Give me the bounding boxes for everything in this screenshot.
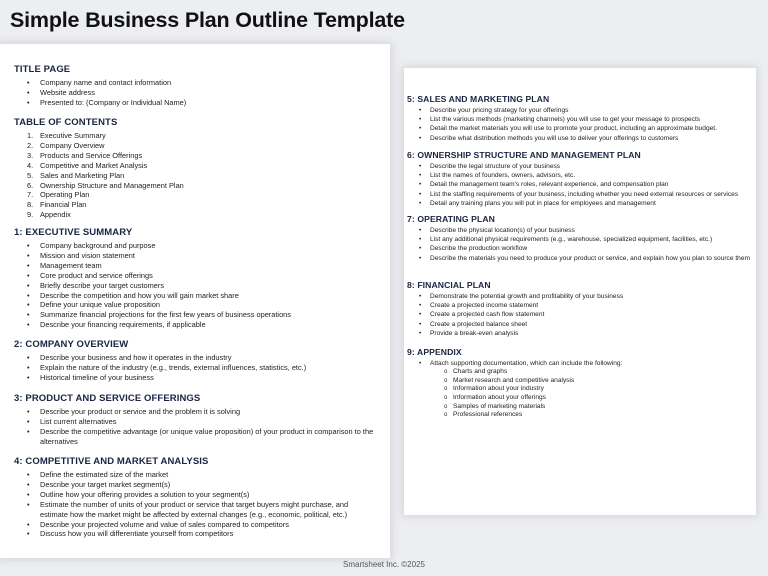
list-item: • Describe the legal structure of your business: [419, 163, 561, 170]
list-item: • Website address: [27, 87, 95, 97]
list-item: • Historical timeline of your business: [27, 372, 154, 382]
appendix-section: [407, 347, 752, 420]
sub-list-item: o Charts and graphs: [444, 368, 508, 376]
list-item: • Describe your pricing strategy for your offerings: [419, 107, 569, 114]
section-heading: TABLE OF CONTENTS: [14, 117, 118, 128]
toc-item: 2. Company Overview: [27, 140, 105, 150]
toc-item: 1. Executive Summary: [27, 131, 106, 140]
title-page-section: [14, 64, 186, 108]
list-item: • Company background and purpose: [27, 241, 156, 250]
list-item: • Describe the physical location(s) of your business: [419, 227, 575, 234]
toc-item: 7. Operating Plan: [27, 190, 90, 200]
ownership-section: [407, 150, 752, 208]
section-heading: 4: COMPETITIVE AND MARKET ANALYSIS: [14, 456, 209, 467]
list-item: • Create a projected balance sheet: [419, 320, 528, 328]
sub-list-item: o Professional references: [444, 411, 523, 419]
section-heading: TITLE PAGE: [14, 64, 71, 75]
products-section: [14, 393, 376, 447]
sub-list-item: o Market research and competitive analysis: [444, 376, 575, 384]
list-item: • Attach supporting documentation, which can include the following:: [419, 360, 623, 367]
list-item: • Describe the production workflow: [419, 245, 528, 253]
list-item: • Describe your business and how it operates in the industry: [27, 353, 232, 362]
section-heading: 1: EXECUTIVE SUMMARY: [14, 227, 133, 238]
section-heading: 2: COMPANY OVERVIEW: [14, 339, 129, 350]
list-item: • Provide a break-even analysis: [419, 329, 519, 337]
toc-item: 8. Financial Plan: [27, 200, 87, 210]
toc-item: 9. Appendix: [27, 210, 71, 220]
list-item: • Create a projected cash flow statement: [419, 311, 545, 319]
list-item: • Discuss how you will differentiate yourself from competitors: [27, 529, 234, 539]
list-item: • List the staffing requirements of your business, including whether you need external resources or services: [419, 190, 739, 198]
market-analysis-section: [14, 456, 376, 539]
list-item: • Briefly describe your target customers: [27, 280, 165, 290]
list-item: • Create a projected income statement: [419, 302, 539, 310]
list-item: • Detail any training plans you will put in place for employees and management: [419, 199, 656, 207]
list-item: • List current alternatives: [27, 416, 117, 426]
list-item: • Define the estimated size of the market: [27, 470, 169, 479]
list-item: • Company name and contact information: [27, 78, 172, 87]
list-item: • Describe what distribution methods you will use to deliver your offerings to customers: [419, 134, 679, 142]
list-item: • Describe the competition and how you will gain market share: [27, 290, 239, 300]
sub-list-item: o Samples of marketing materials: [444, 402, 546, 410]
section-heading: 6: OWNERSHIP STRUCTURE AND MANAGEMENT PLAN: [407, 150, 641, 160]
left-page: [0, 44, 390, 558]
list-item: • Management team: [27, 260, 102, 270]
section-heading: 9: APPENDIX: [407, 347, 462, 357]
right-page: [404, 68, 756, 515]
toc-item: 6. Ownership Structure and Management Plan: [27, 180, 184, 190]
list-item: • List the various methods (marketing channels) you will use to get your message to prospects: [419, 116, 701, 124]
section-heading: 3: PRODUCT AND SERVICE OFFERINGS: [14, 393, 201, 404]
section-heading: 7: OPERATING PLAN: [407, 214, 495, 224]
sub-list-item: o Information about your industry: [444, 385, 544, 393]
sub-list-item: o Information about your offerings: [444, 393, 546, 401]
list-item: • List any additional physical requirements (e.g., warehouse, specialized equipment, facilities, etc.): [419, 236, 713, 244]
list-item: • Describe your projected volume and value of sales compared to competitors: [27, 519, 289, 529]
list-item: • Outline how your offering provides a solution to your segment(s): [27, 489, 250, 499]
section-heading: 5: SALES AND MARKETING PLAN: [407, 94, 550, 104]
list-item: • Describe your target market segment(s): [27, 479, 171, 489]
toc-item: 3. Products and Service Offerings: [27, 150, 143, 160]
toc-item: 4. Competitive and Market Analysis: [27, 160, 148, 170]
toc-section: [14, 117, 184, 220]
section-heading: 8: FINANCIAL PLAN: [407, 280, 491, 290]
company-overview-section: [14, 339, 306, 383]
list-item: • Detail the market materials you will use to promote your product, including an approximate budget.: [419, 125, 717, 133]
list-item: • Demonstrate the potential growth and profitability of your business: [419, 293, 624, 300]
list-item: • Estimate the number of units of your product or service that target buyers might purchase, and estimate how the market might be affected by external changes (e.g., economic, political, etc.): [27, 499, 349, 519]
list-item: • Explain the nature of the industry (e.g., trends, external influences, statistics, etc.): [27, 362, 307, 372]
footer-copyright: Smartsheet Inc. ©2025: [343, 560, 425, 569]
list-item: • Summarize financial projections for the first few years of business operations: [27, 310, 291, 320]
list-item: • Describe your financing requirements, if applicable: [27, 320, 206, 330]
toc-item: 5. Sales and Marketing Plan: [27, 170, 125, 180]
executive-summary-section: [14, 227, 291, 330]
sales-marketing-section: [407, 94, 752, 143]
list-item: • Describe the competitive advantage (or unique value proposition) of your product in comparison to the alternatives: [27, 426, 374, 446]
list-item: • Mission and vision statement: [27, 250, 135, 260]
operating-plan-section: [407, 214, 752, 263]
list-item: • Presented to: (Company or Individual Name): [27, 97, 187, 107]
list-item: • Detail the management team's roles, relevant experience, and compensation plan: [419, 181, 669, 189]
list-item: • Describe the materials you need to produce your product or service, and explain how you plan to source them: [419, 254, 750, 262]
financial-plan-section: [407, 280, 752, 338]
list-item: • Core product and service offerings: [27, 270, 153, 280]
list-item: • Describe your product or service and the problem it is solving: [27, 407, 241, 416]
list-item: • List the names of founders, owners, advisors, etc.: [419, 172, 576, 180]
page-title: Simple Business Plan Outline Template: [10, 8, 405, 32]
list-item: • Define your unique value proposition: [27, 300, 160, 310]
